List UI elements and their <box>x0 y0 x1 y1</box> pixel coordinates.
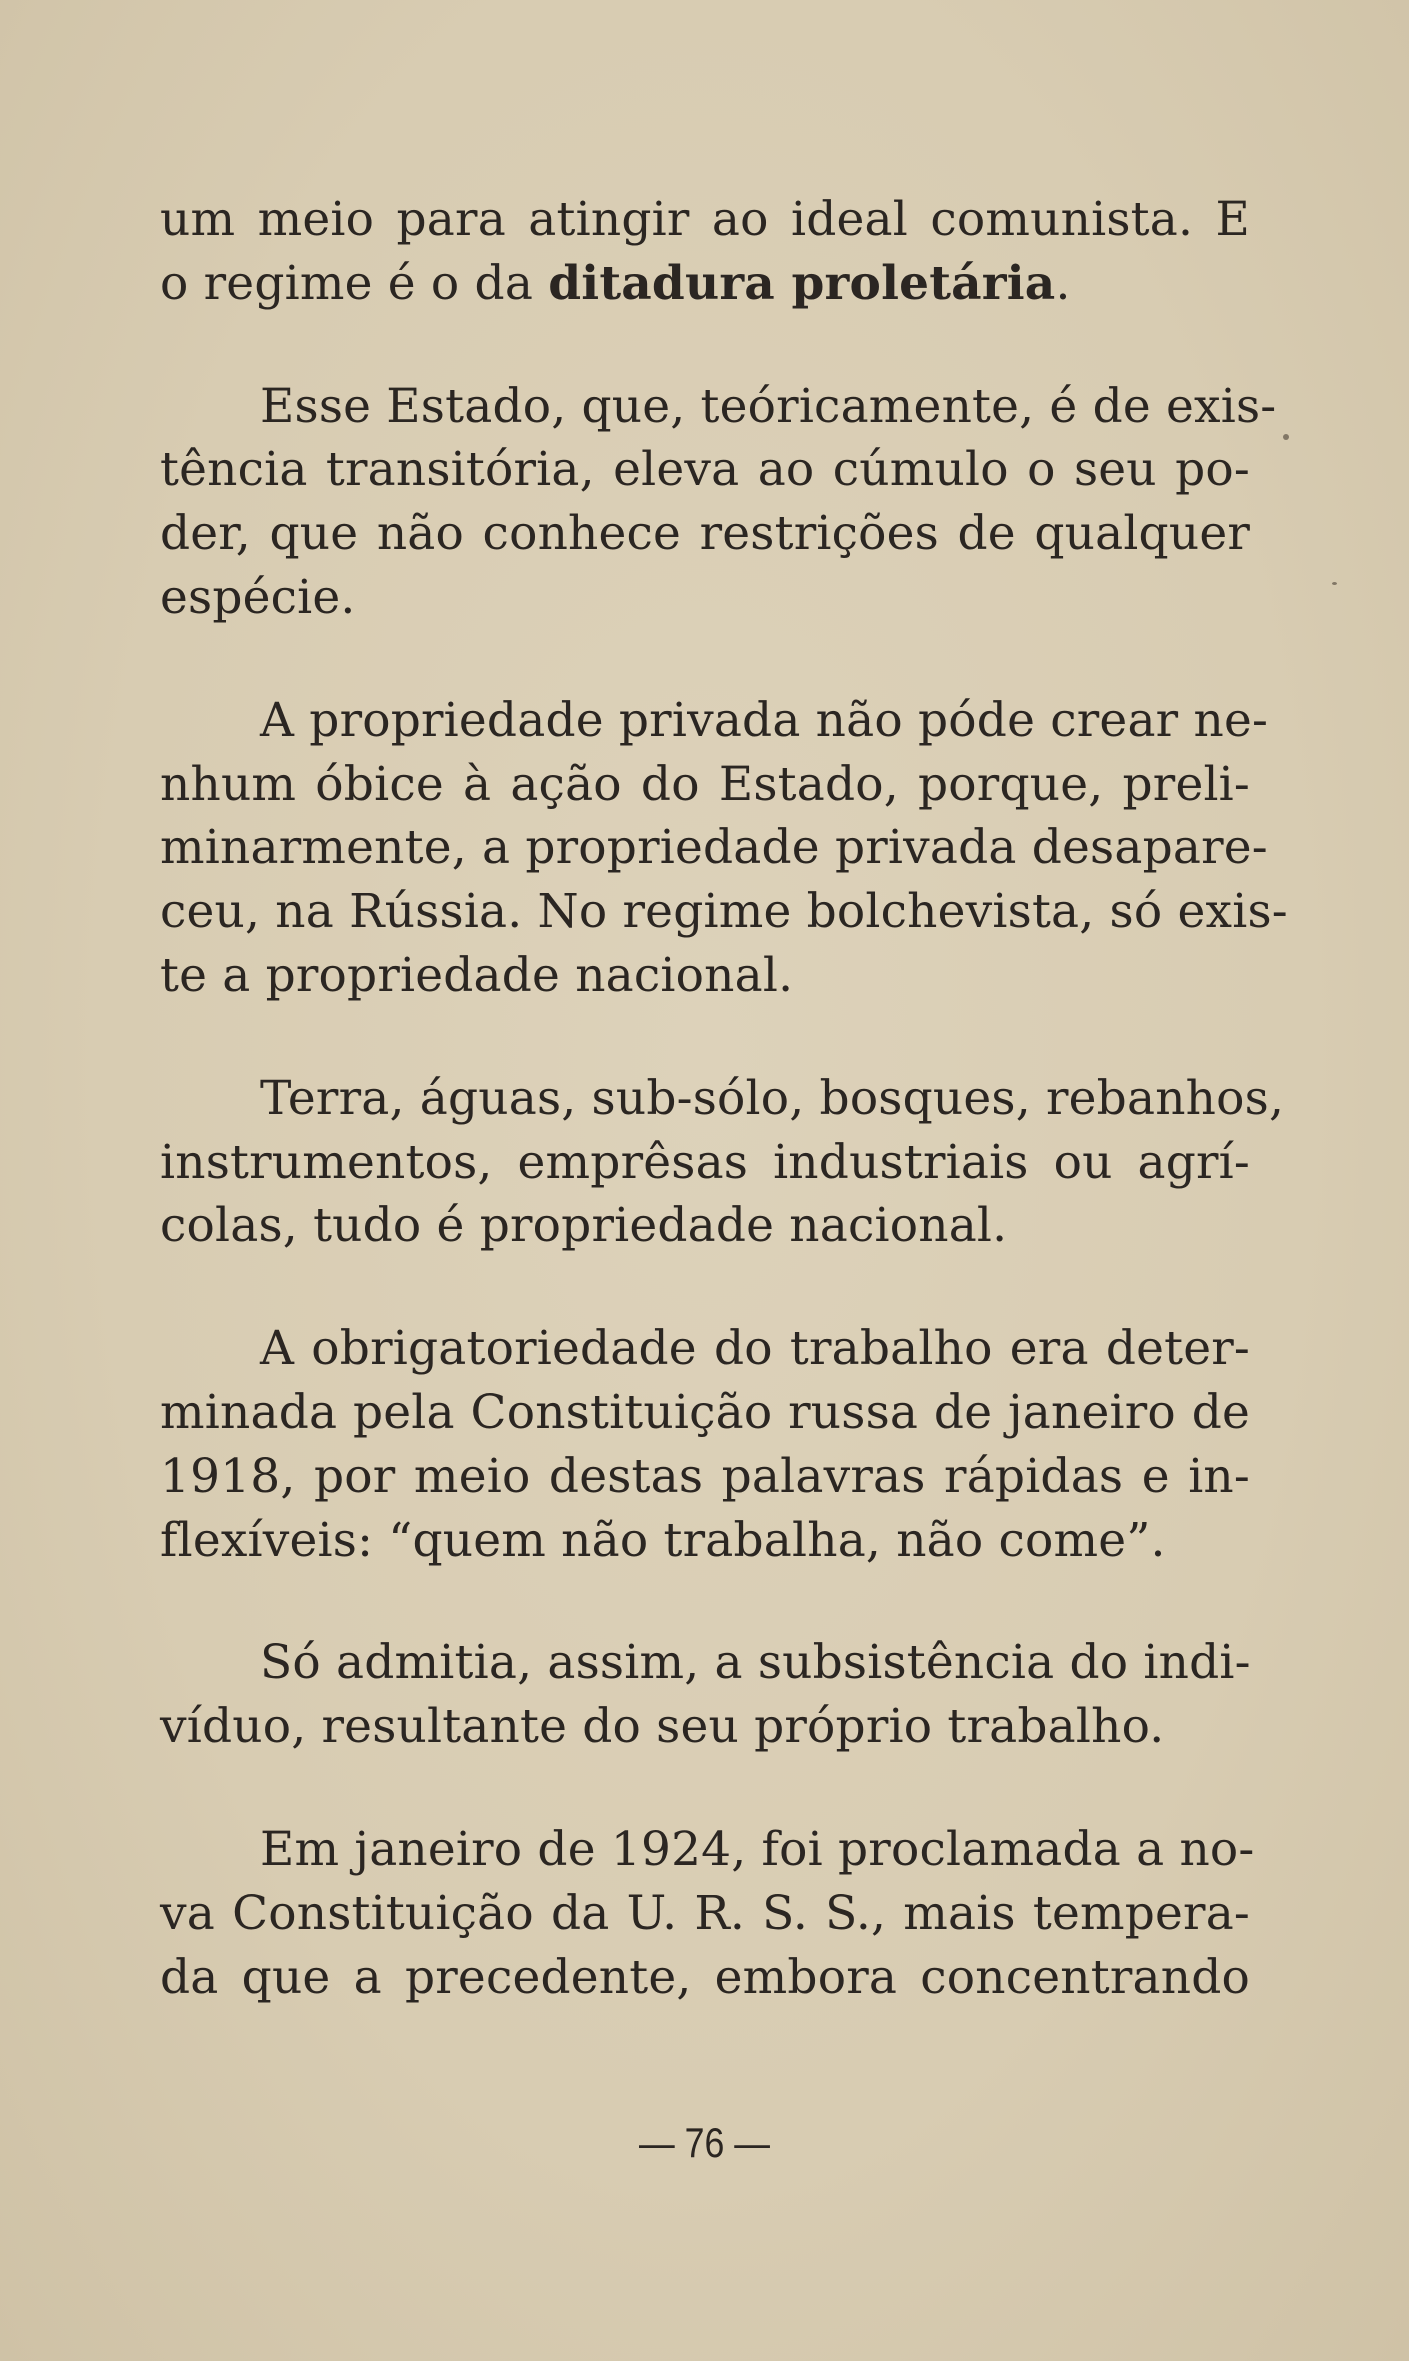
bold-term: ditadura proletária <box>548 255 1056 311</box>
ink-speck <box>1283 434 1289 440</box>
text-line: Esse Estado, que, teóricamente, é de exis- <box>260 378 1277 434</box>
text-line: minada pela Constituição russa de janeiro de <box>160 1384 1250 1440</box>
paragraph-4 <box>160 1067 1285 1258</box>
text-line: víduo, resultante do seu próprio trabalho. <box>160 1699 1165 1755</box>
text-line: A propriedade privada não póde crear ne- <box>260 692 1269 748</box>
text-line: da que a precedente, embora concentrando <box>160 1949 1250 2005</box>
text-run: . <box>1055 255 1071 311</box>
text-line: instrumentos, emprêsas industriais ou agrí- <box>160 1134 1250 1190</box>
text-line: 1918, por meio destas palavras rápidas e in- <box>160 1448 1250 1504</box>
text-line: der, que não conhece restrições de qualquer <box>160 506 1250 562</box>
text-line: tência transitória, eleva ao cúmulo o seu po- <box>160 442 1250 498</box>
text-line: nhum óbice à ação do Estado, porque, preli- <box>160 756 1250 812</box>
paragraph-2 <box>160 375 1277 630</box>
text-line: minarmente, a propriedade privada desapare- <box>160 820 1268 876</box>
paragraph-6 <box>160 1631 1250 1759</box>
text-line: Em janeiro de 1924, foi proclamada a no- <box>260 1821 1255 1877</box>
text-line: espécie. <box>160 569 356 625</box>
text-line: flexíveis: “quem não trabalha, não come”. <box>160 1512 1166 1568</box>
text-line: A obrigatoriedade do trabalho era deter- <box>260 1321 1250 1377</box>
text-line: te a propriedade nacional. <box>160 947 794 1003</box>
paragraph-7 <box>160 1818 1255 2009</box>
text-line: ceu, na Rússia. No regime bolchevista, só exis- <box>160 884 1288 940</box>
paragraph-5 <box>160 1317 1250 1572</box>
paragraph-3 <box>160 689 1288 1008</box>
text-line: um meio para atingir ao ideal comunista. E <box>160 192 1250 247</box>
text-line <box>160 252 1250 316</box>
text-line: Só admitia, assim, a subsistência do indi- <box>260 1635 1251 1691</box>
text-line: colas, tudo é propriedade nacional. <box>160 1198 1008 1254</box>
text-line: va Constituição da U. R. S. S., mais tempera- <box>160 1885 1250 1941</box>
text-run: o regime é o da <box>160 255 549 311</box>
text-line: Terra, águas, sub-sólo, bosques, rebanhos, <box>260 1070 1285 1126</box>
page-number: — 76 — <box>639 2119 770 2166</box>
body-text <box>160 188 1288 2009</box>
paragraph-1 <box>160 188 1250 316</box>
ink-speck <box>1332 582 1337 585</box>
